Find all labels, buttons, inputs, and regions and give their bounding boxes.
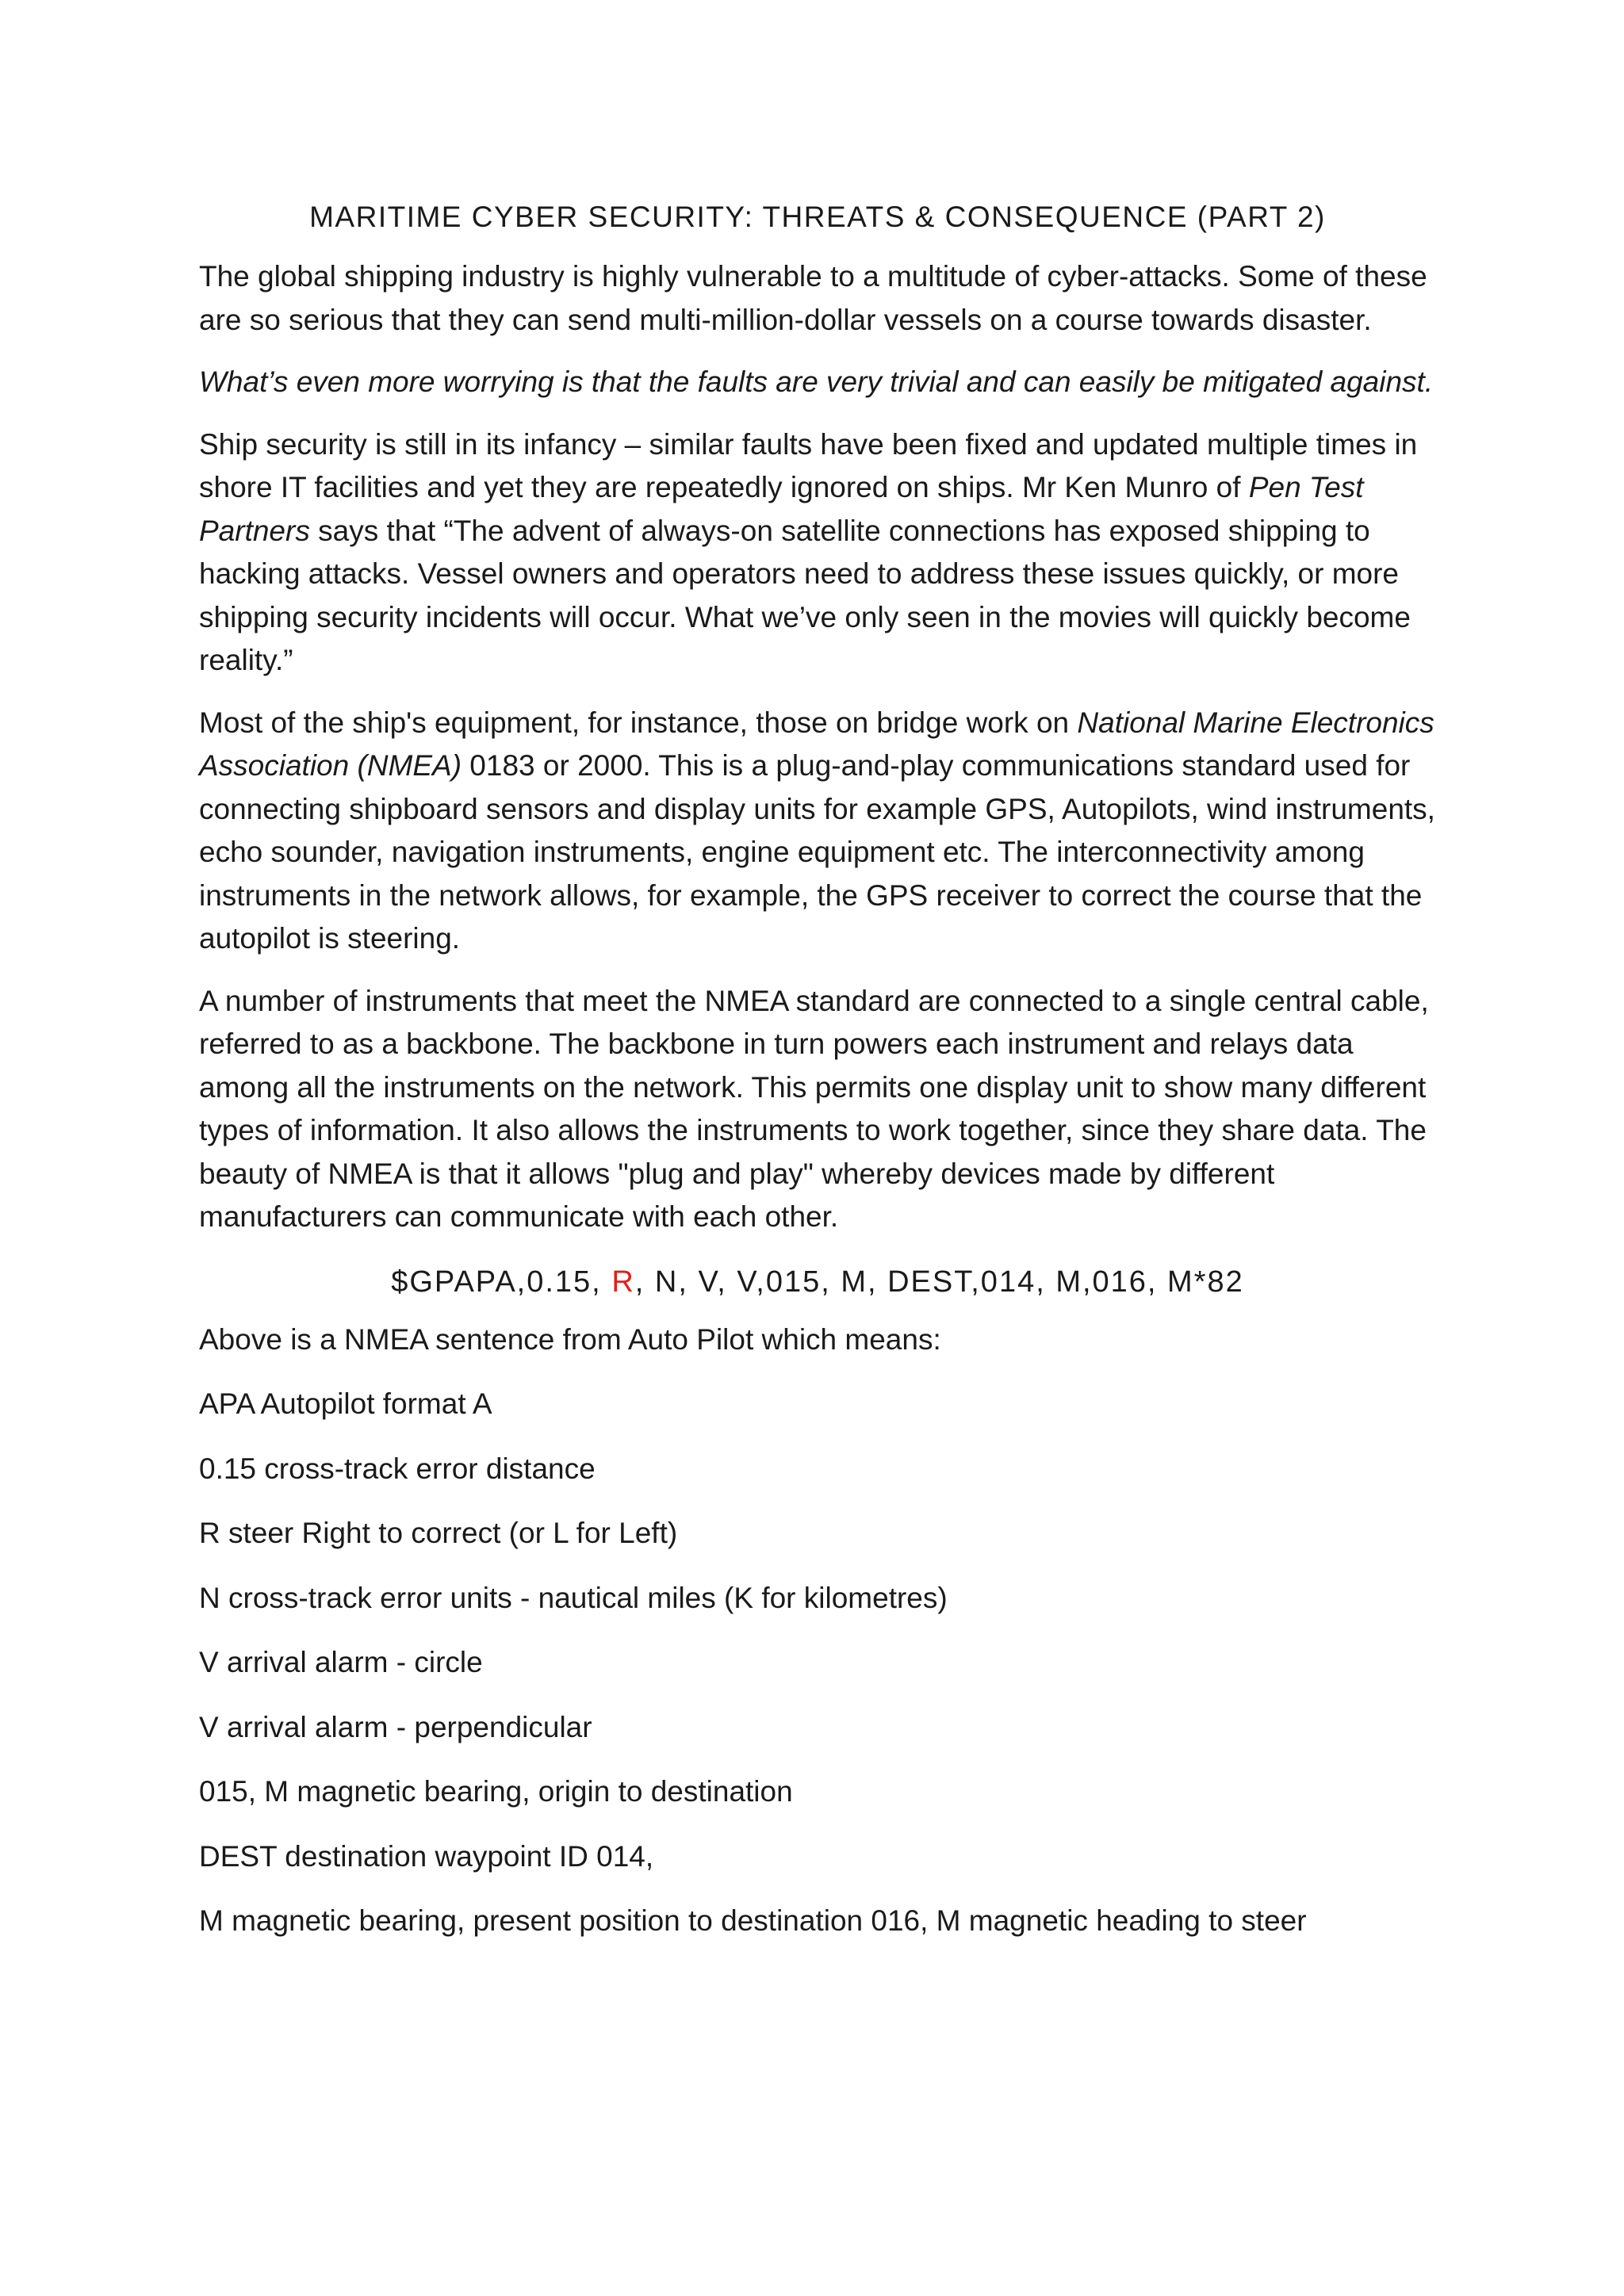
- definition-item: N cross-track error units - nautical miles (K for kilometres): [199, 1581, 948, 1614]
- nmea-sentence: [199, 1258, 1436, 1306]
- paragraph-nmea-standard: [199, 702, 1436, 961]
- page-title: MARITIME CYBER SECURITY: THREATS & CONSEQUENCE (PART 2): [309, 201, 1326, 233]
- organization-name-italic: National Marine Electronics Association (NMEA): [199, 706, 1434, 782]
- paragraph-nmea-standard-text-1: Most of the ship's equipment, for instance, those on bridge work on: [199, 706, 1078, 739]
- nmea-sentence-end: , N, V, V,015, M, DEST,014, M,016, M*82: [634, 1265, 1244, 1299]
- definition-list: [199, 1383, 1436, 1943]
- paragraph-nmea-standard-text-2: 0183 or 2000. This is a plug-and-play communications standard used for connecting shipboard sensors and display units for example GPS, Autopilots, wind instruments, echo sounder, navigation instruments, engine equipment etc. The interconnectivity among instruments in the network allows, for example, the GPS receiver to correct the course that the autopilot is steering.: [199, 749, 1435, 955]
- paragraph-intro: The global shipping industry is highly vulnerable to a multitude of cyber-attacks. Some of these are so serious that they can send multi-million-dollar vessels on a course towards disaster.: [199, 260, 1427, 336]
- nmea-sentence-highlight: R: [611, 1265, 635, 1299]
- definition-item: V arrival alarm - circle: [199, 1646, 483, 1678]
- definition-item: APA Autopilot format A: [199, 1387, 492, 1420]
- definition-item: M magnetic bearing, present position to destination 016, M magnetic heading to steer: [199, 1904, 1307, 1937]
- definition-item: 0.15 cross-track error distance: [199, 1452, 596, 1485]
- document-body: [199, 193, 1436, 1965]
- paragraph-italic-note: What’s even more worrying is that the faults are very trivial and can easily be mitigated against.: [199, 365, 1434, 398]
- definition-item: 015, M magnetic bearing, origin to destination: [199, 1775, 793, 1808]
- definition-item: V arrival alarm - perpendicular: [199, 1710, 592, 1743]
- definition-item: R steer Right to correct (or L for Left): [199, 1517, 678, 1549]
- sentence-intro: Above is a NMEA sentence from Auto Pilot which means:: [199, 1322, 941, 1356]
- company-name-italic: Pen Test Partners: [199, 471, 1364, 547]
- nmea-sentence-start: $GPAPA,0.15,: [391, 1265, 612, 1299]
- paragraph-ship-security-text-2: says that “The advent of always-on satellite connections has exposed shipping to hacking attacks. Vessel owners and operators need to address these issues quickly, or more shipping security incidents will occur. What we’ve only seen in the movies will quickly become reality.”: [199, 514, 1411, 676]
- paragraph-backbone: A number of instruments that meet the NMEA standard are connected to a single central cable, referred to as a backbone. The backbone in turn powers each instrument and relays data among all the instruments on the network. This permits one display unit to show many different types of information. It also allows the instruments to work together, since they share data. The beauty of NMEA is that it allows "plug and play" whereby devices made by different manufacturers can communicate with each other.: [199, 984, 1429, 1233]
- paragraph-ship-security-text-1: Ship security is still in its infancy – similar faults have been fixed and updated multiple times in shore IT facilities and yet they are repeatedly ignored on ships. Mr Ken Munro of: [199, 427, 1418, 503]
- definition-item: DEST destination waypoint ID 014,: [199, 1839, 654, 1873]
- paragraph-ship-security: [199, 423, 1436, 683]
